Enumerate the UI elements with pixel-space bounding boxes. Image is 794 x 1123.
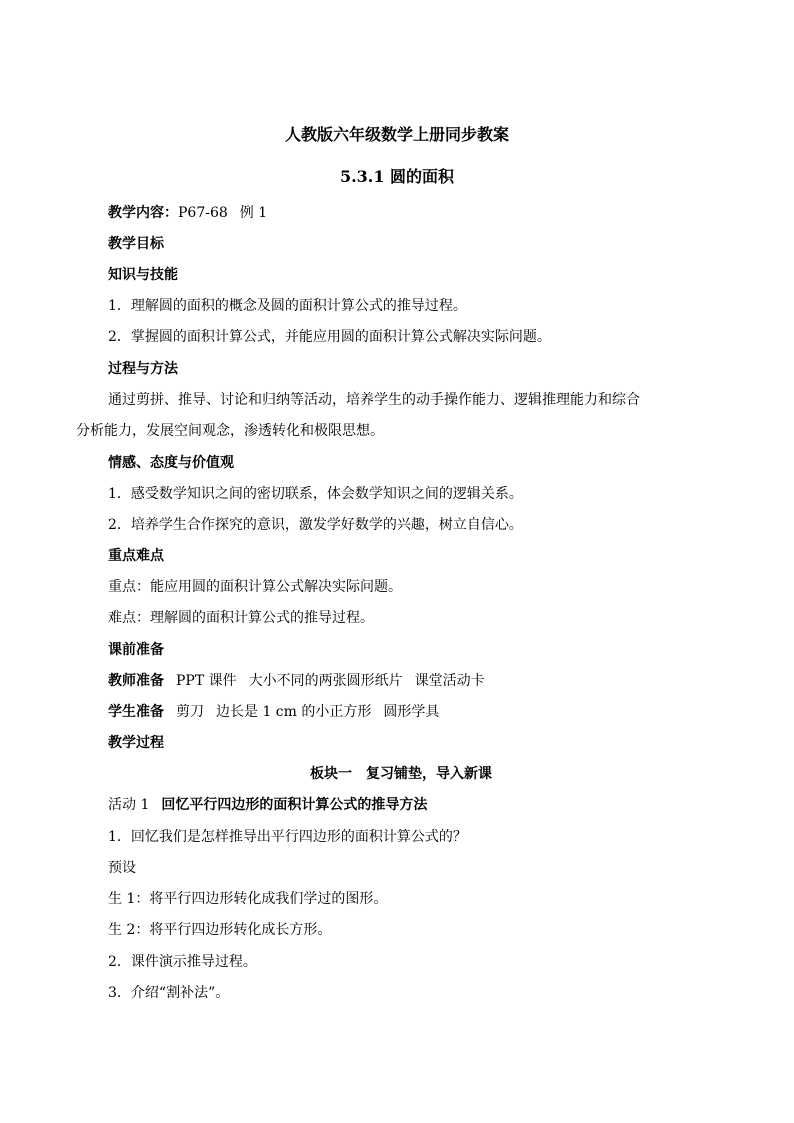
document-subtitle: 5.3.1 圆的面积 [339, 167, 455, 186]
section-heading: 板块一 复习铺垫，导入新课 [310, 766, 492, 782]
activity-text: 2．课件演示推导过程。 [108, 954, 257, 970]
content-line [108, 203, 267, 223]
activity-title: 回忆平行四边形的面积计算公式的推导方法 [161, 797, 428, 813]
student-prep-line [108, 702, 439, 722]
activity-line [108, 795, 427, 815]
activity-label: 活动 1 [108, 797, 150, 813]
activity-text: 预设 [108, 860, 136, 876]
activity-text: 生 1：将平行四边形转化成我们学过的图形。 [108, 891, 388, 907]
teacher-prep-item: 大小不同的两张圆形纸片 [248, 673, 403, 689]
content-pages: P67-68 [178, 205, 228, 221]
knowledge-heading: 知识与技能 [108, 267, 178, 283]
content-example: 例 1 [239, 205, 268, 221]
activity-text: 3．介绍“割补法”。 [108, 985, 230, 1001]
knowledge-item: 1．理解圆的面积的概念及圆的面积计算公式的推导过程。 [108, 298, 467, 314]
process-text-line: 通过剪拼、推导、讨论和归纳等活动，培养学生的动手操作能力、逻辑推理能力和综合 [108, 392, 640, 408]
teacher-prep-label: 教师准备 [108, 673, 164, 689]
emotion-item: 2．培养学生合作探究的意识，激发学好数学的兴趣，树立自信心。 [108, 517, 523, 533]
student-prep-item: 圆形学具 [383, 704, 440, 720]
content-label: 教学内容： [108, 205, 178, 221]
document-title: 人教版六年级数学上册同步教案 [284, 125, 509, 144]
student-prep-item: 剪刀 [176, 704, 204, 720]
teacher-prep-item: PPT 课件 [176, 673, 237, 689]
process-main-heading: 教学过程 [108, 735, 164, 751]
teacher-prep-item: 课堂活动卡 [414, 673, 485, 689]
prep-heading: 课前准备 [108, 642, 164, 658]
key-heading: 重点难点 [108, 548, 164, 564]
teacher-prep-line [108, 671, 485, 691]
activity-text: 1．回忆我们是怎样推导出平行四边形的面积计算公式的？ [108, 829, 467, 845]
process-text-line: 分析能力，发展空间观念，渗透转化和极限思想。 [76, 423, 384, 439]
student-prep-label: 学生准备 [108, 704, 164, 720]
emotion-heading: 情感、态度与价值观 [108, 455, 234, 471]
activity-text: 生 2：将平行四边形转化成长方形。 [108, 922, 332, 938]
process-heading: 过程与方法 [108, 361, 178, 377]
knowledge-item: 2．掌握圆的面积计算公式，并能应用圆的面积计算公式解决实际问题。 [108, 329, 551, 345]
emotion-item: 1．感受数学知识之间的密切联系，体会数学知识之间的逻辑关系。 [108, 486, 523, 502]
objectives-heading: 教学目标 [108, 236, 164, 252]
key-point: 重点：能应用圆的面积计算公式解决实际问题。 [108, 579, 402, 595]
student-prep-item: 边长是 1 cm 的小正方形 [216, 704, 372, 720]
difficult-point: 难点：理解圆的面积计算公式的推导过程。 [108, 610, 374, 626]
